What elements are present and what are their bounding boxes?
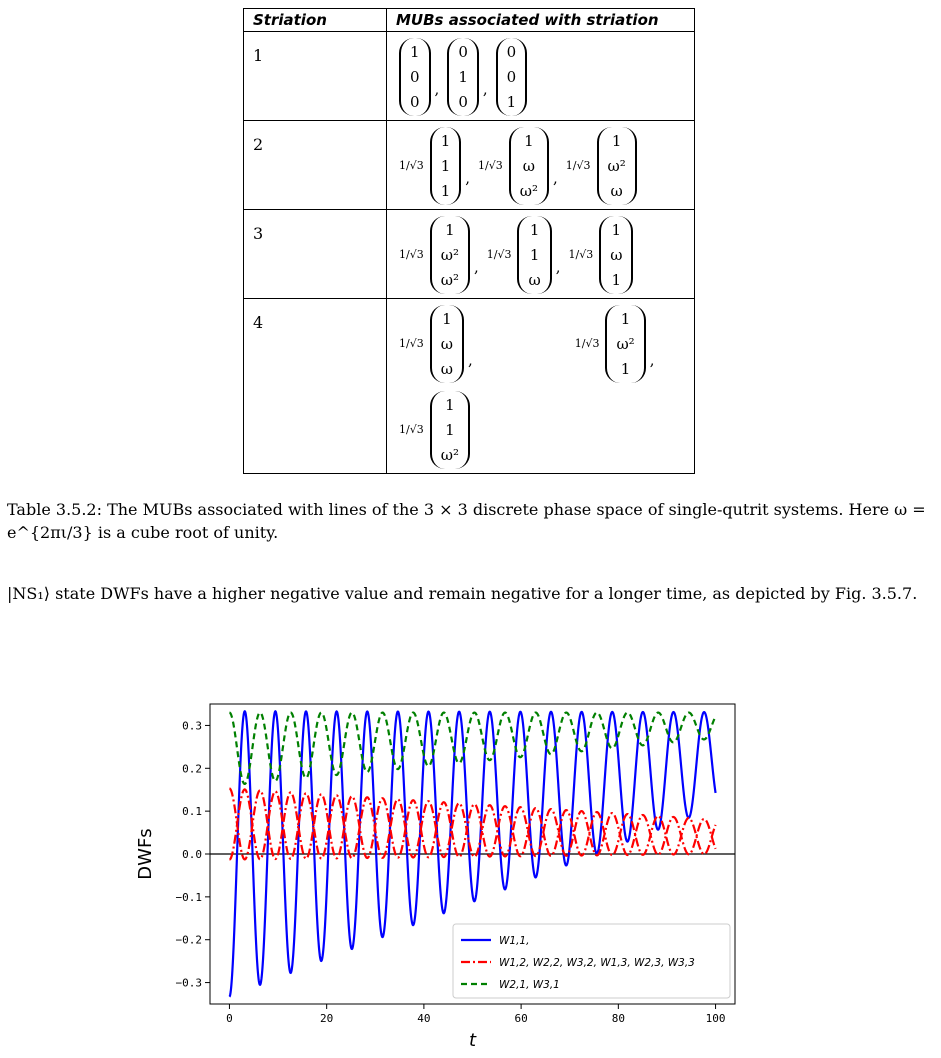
vector-entry: 0 — [506, 43, 517, 61]
separator-comma: , — [649, 351, 655, 369]
mub-vectors-cell — [387, 32, 695, 121]
mub-vector — [399, 38, 445, 116]
vector-entry: ω — [610, 246, 623, 264]
legend-label: W2,1, W3,1 — [499, 979, 560, 991]
y-tick-label: 0.1 — [182, 805, 202, 819]
table-row — [244, 299, 695, 474]
body-paragraph: |NS₁⟩ state DWFs have a higher negative value and remain negative for a longer time, as depicted by Fig. 3.5.7. — [7, 584, 918, 603]
separator-comma: , — [555, 258, 561, 276]
column-vector — [430, 216, 470, 294]
separator-comma: , — [434, 80, 440, 98]
separator-comma: , — [553, 169, 558, 187]
vector-entry: 1 — [445, 421, 455, 439]
mub-vector — [447, 38, 493, 116]
x-tick-label: 20 — [320, 1012, 334, 1025]
vector-entry: 1 — [620, 360, 631, 378]
vector-entry: ω² — [440, 246, 459, 264]
y-tick-label: −0.2 — [175, 933, 202, 947]
y-tick-label: −0.3 — [175, 976, 202, 990]
striation-number: 3 — [244, 210, 387, 299]
x-tick-label: 0 — [226, 1012, 233, 1025]
vector-entry: 1 — [458, 68, 468, 86]
table-row — [244, 210, 695, 299]
separator-comma: , — [467, 351, 473, 369]
mub-vector — [568, 216, 633, 294]
vector-entry: ω — [440, 360, 453, 378]
vector-entry: 1 — [506, 93, 517, 111]
vector-entry: ω — [528, 271, 541, 289]
mub-vector — [399, 387, 470, 473]
vector-entry: 0 — [458, 93, 468, 111]
mub-vector — [487, 216, 567, 294]
vector-entry: 1 — [529, 246, 540, 264]
vector-entry: 0 — [458, 43, 468, 61]
column-vector — [399, 38, 431, 116]
vector-entry: 1 — [620, 310, 631, 328]
table-header-row — [244, 9, 695, 32]
mub-vector — [399, 216, 485, 294]
vector-entry: ω — [522, 157, 535, 175]
normalization-prefactor: 1/√3 — [565, 159, 591, 172]
normalization-prefactor: 1/√3 — [486, 248, 512, 261]
separator-comma: , — [473, 258, 479, 276]
column-vector — [597, 127, 637, 205]
mub-vector — [399, 127, 476, 205]
y-axis-label: DWFs — [135, 828, 156, 880]
header-striation: Striation — [244, 9, 387, 32]
table-row — [244, 121, 695, 210]
column-vector — [430, 305, 464, 383]
vector-entry: 1 — [440, 157, 451, 175]
normalization-prefactor: 1/√3 — [399, 248, 424, 261]
separator-comma: , — [482, 80, 488, 98]
separator-comma: , — [465, 169, 471, 187]
vector-entry: ω² — [519, 182, 539, 200]
normalization-prefactor: 1/√3 — [568, 248, 594, 261]
table-caption: Table 3.5.2: The MUBs associated with lines of the 3 × 3 discrete phase space of single-qutrit systems. Here ω = e^{2πι/3} is a cube root of unity. — [7, 500, 926, 542]
vector-entry: 1 — [529, 221, 540, 239]
vector-entry: 1 — [611, 221, 622, 239]
striation-number: 2 — [244, 121, 387, 210]
vector-entry: 1 — [524, 132, 534, 150]
y-tick-label: −0.1 — [175, 890, 202, 904]
x-axis-label: t — [468, 1030, 477, 1050]
normalization-prefactor: 1/√3 — [478, 159, 503, 172]
vector-entry: 1 — [440, 182, 451, 200]
mub-vector — [575, 301, 661, 387]
vector-entry: 1 — [410, 43, 420, 61]
x-tick-label: 60 — [514, 1012, 528, 1025]
vector-entry: 1 — [445, 396, 455, 414]
legend-label: W1,2, W2,2, W3,2, W1,3, W2,3, W3,3 — [499, 957, 695, 969]
column-vector — [430, 127, 462, 205]
mub-vectors-cell — [387, 121, 695, 210]
mub-vector — [478, 127, 564, 205]
header-mubs: MUBs associated with striation — [387, 9, 695, 32]
mub-table — [243, 8, 695, 474]
x-tick-label: 100 — [705, 1012, 726, 1025]
normalization-prefactor: 1/√3 — [399, 423, 424, 436]
column-vector — [605, 305, 645, 383]
y-tick-label: 0.0 — [182, 848, 202, 861]
column-vector — [447, 38, 479, 116]
vector-entry: 1 — [611, 132, 622, 150]
vector-entry: 1 — [611, 271, 622, 289]
striation-number: 1 — [244, 32, 387, 121]
mub-vector — [399, 301, 479, 387]
table-row — [244, 32, 695, 121]
dwf-chart — [125, 690, 745, 1050]
normalization-prefactor: 1/√3 — [399, 159, 424, 172]
mub-vectors-cell — [387, 299, 695, 474]
y-tick-label: 0.3 — [182, 719, 202, 733]
x-tick-label: 80 — [611, 1012, 625, 1025]
normalization-prefactor: 1/√3 — [399, 337, 424, 350]
vector-entry: ω² — [607, 157, 626, 175]
vector-entry: 1 — [445, 221, 455, 239]
column-vector — [430, 391, 470, 469]
mub-vector — [566, 127, 637, 205]
vector-entry: ω — [610, 182, 623, 200]
striation-number: 4 — [244, 299, 387, 474]
column-vector — [517, 216, 551, 294]
mub-vectors-cell — [387, 210, 695, 299]
vector-entry: ω² — [440, 271, 459, 289]
column-vector — [496, 38, 528, 116]
vector-entry: ω — [440, 335, 453, 353]
column-vector — [509, 127, 549, 205]
vector-entry: 0 — [410, 93, 420, 111]
vector-entry: ω² — [440, 446, 459, 464]
vector-entry: 0 — [506, 68, 517, 86]
x-tick-label: 40 — [417, 1012, 431, 1025]
vector-entry: ω² — [616, 335, 635, 353]
vector-entry: 1 — [440, 132, 451, 150]
vector-entry: 1 — [442, 310, 452, 328]
legend-label: W1,1, — [499, 935, 530, 947]
mub-vector — [496, 38, 528, 116]
normalization-prefactor: 1/√3 — [574, 337, 600, 350]
vector-entry: 0 — [410, 68, 420, 86]
y-tick-label: 0.2 — [182, 762, 202, 776]
column-vector — [599, 216, 633, 294]
